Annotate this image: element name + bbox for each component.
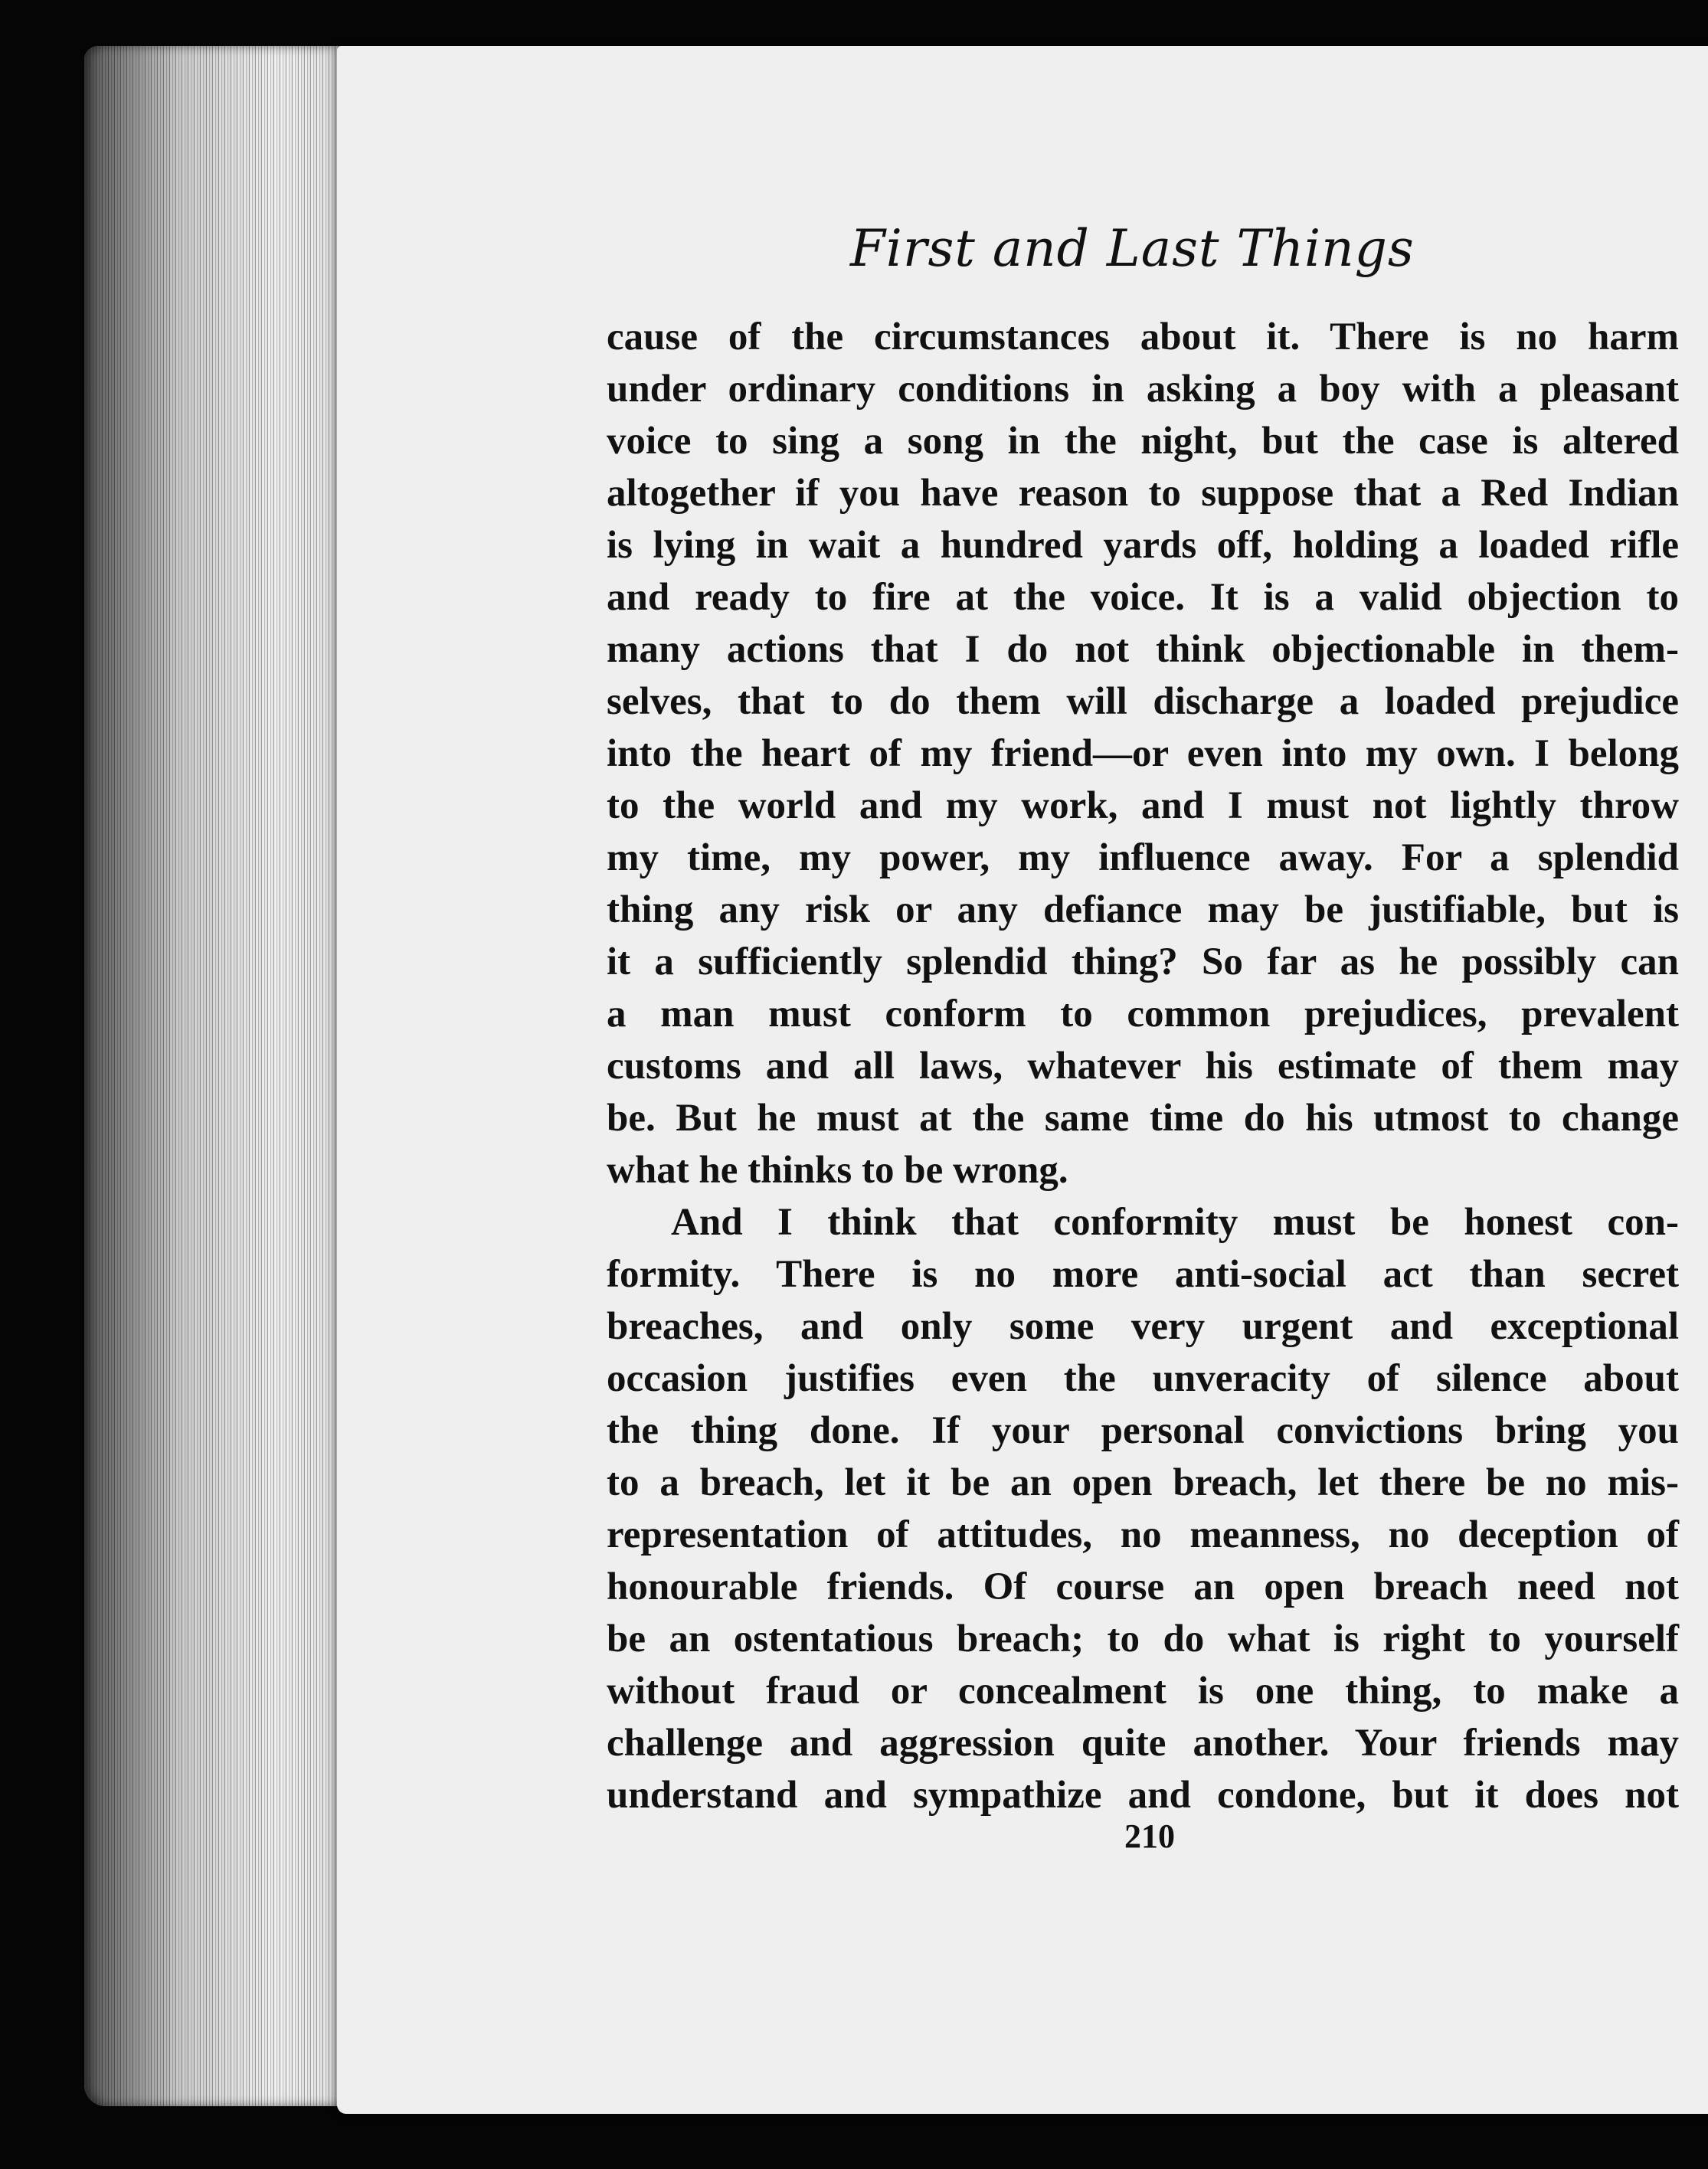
text-line: breaches, and only some very urgent and exceptional [607, 1305, 1679, 1348]
text-line: to a breach, let it be an open breach, let there be no mis- [607, 1461, 1679, 1504]
text-line: thing any risk or any defiance may be justifiable, but is [607, 888, 1679, 931]
text-line: altogether if you have reason to suppose that a Red Indian [607, 472, 1679, 515]
text-line: the thing done. If your personal convictions bring you [607, 1409, 1679, 1452]
text-line: challenge and aggression quite another. Your friends may [607, 1722, 1679, 1765]
text-line: be. But he must at the same time do his utmost to change [607, 1097, 1679, 1140]
text-line: be an ostentatious breach; to do what is right to yourself [607, 1618, 1679, 1660]
text-line: to the world and my work, and I must not lightly throw [607, 784, 1679, 827]
running-head: First and Last Things [850, 219, 1415, 278]
paragraph-1 [607, 311, 1679, 1196]
text-line: formity. There is no more anti-social act than secret [607, 1253, 1679, 1296]
text-line: a man must conform to common prejudices, prevalent [607, 993, 1679, 1035]
text-line: into the heart of my friend—or even into my own. I belong [607, 732, 1679, 775]
page-number: 210 [1124, 1817, 1175, 1855]
text-line: what he thinks to be wrong. [607, 1149, 1068, 1192]
text-line: customs and all laws, whatever his estimate of them may [607, 1045, 1679, 1088]
text-line: And I think that conformity must be honest con- [671, 1201, 1679, 1244]
text-line: and ready to fire at the voice. It is a valid objection to [607, 576, 1679, 619]
text-line: honourable friends. Of course an open breach need not [607, 1565, 1679, 1608]
body-text [607, 311, 1679, 1821]
text-line: voice to sing a song in the night, but the case is altered [607, 420, 1679, 463]
text-line: representation of attitudes, no meanness, no deception of [607, 1513, 1679, 1556]
text-line: cause of the circumstances about it. There is no harm [607, 316, 1679, 358]
text-line: selves, that to do them will discharge a loaded prejudice [607, 680, 1679, 723]
text-line: under ordinary conditions in asking a boy with a pleasant [607, 368, 1679, 411]
text-line: occasion justifies even the unveracity of silence about [607, 1357, 1679, 1400]
text-line: without fraud or concealment is one thing, to make a [607, 1670, 1679, 1713]
text-line: many actions that I do not think objectionable in them- [607, 628, 1679, 671]
text-line: is lying in wait a hundred yards off, holding a loaded rifle [607, 524, 1679, 567]
text-line: it a sufficiently splendid thing? So far as he possibly can [607, 941, 1679, 983]
text-line: my time, my power, my influence away. For a splendid [607, 836, 1679, 879]
text-line: understand and sympathize and condone, but it does not [607, 1774, 1679, 1817]
page-edges-shadow [84, 46, 360, 2106]
paragraph-2 [607, 1196, 1679, 1821]
